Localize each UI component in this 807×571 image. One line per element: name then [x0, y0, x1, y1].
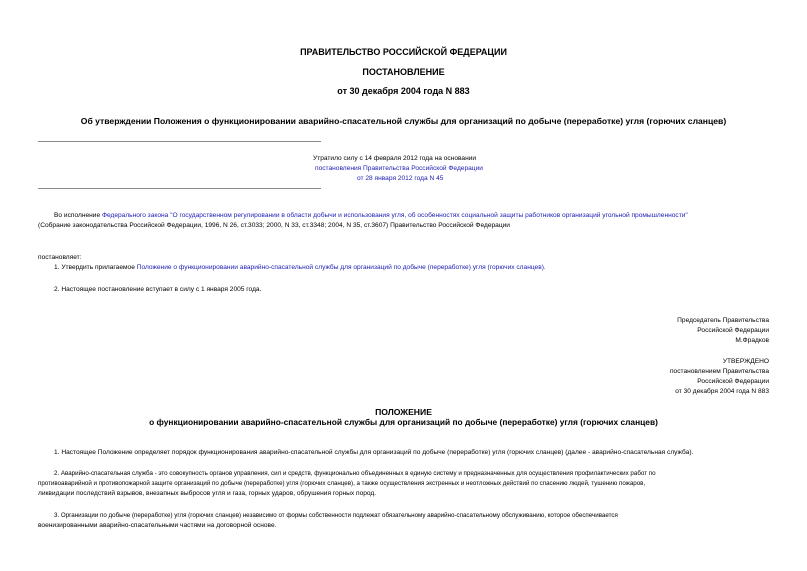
approved-by: постановлением Правительства	[669, 368, 769, 375]
doc-date-number: от 30 декабря 2004 года N 883	[337, 86, 470, 96]
regulation-link[interactable]: Положение о функционировании аварийно-спасательной службы для организаций по добыче (переработке) угля (горючих сланцев).	[136, 264, 546, 271]
doc-title: Об утверждении Положения о функционировании аварийно-спасательной службы для организаций по добыче (переработке) угля (горючих сланцев)	[80, 116, 727, 126]
regulation-heading: ПОЛОЖЕНИЕ	[375, 407, 432, 417]
approved-date: от 30 декабря 2004 года N 883	[675, 388, 769, 395]
regulation-paragraph-2-line1: 2. Аварийно-спасательная служба - это совокупность органов управления, сил и средств, функционально объединенных в единую систему и предназначенных для осуществления профилактических работ по	[54, 470, 656, 477]
preamble-line1	[54, 211, 688, 220]
regulation-subheading: о функционировании аварийно-спасательной службы для организаций по добыче (переработке) угля (горючих сланцев)	[149, 417, 658, 427]
item-1-prefix: 1. Утвердить прилагаемое	[54, 264, 137, 271]
signature-title: Председатель Правительства	[677, 317, 769, 324]
signature-name: М.Фрадков	[735, 337, 769, 344]
federal-law-link[interactable]: Федерального закона "О государственном регулировании в области добычи и использования угля, об особенностях социальной защиты работников организаций угольной промышленности"	[101, 212, 688, 219]
doc-type-heading: ПОСТАНОВЛЕНИЕ	[362, 67, 445, 77]
resolves-text: постановляет:	[38, 254, 82, 261]
regulation-paragraph-1: 1. Настоящее Положение определяет порядок функционирования аварийно-спасательной службы для организаций по добыче (переработке) угля (горючих сланцев) (далее - аварийно-спасательная служба).	[54, 449, 694, 456]
status-note-line1: Утратило силу с 14 февраля 2012 года на основании	[313, 155, 477, 162]
signature-org: Российской Федерации	[697, 327, 769, 334]
bottom-divider	[38, 188, 321, 189]
approved-org: Российской Федерации	[697, 378, 769, 385]
item-2: 2. Настоящее постановление вступает в силу с 1 января 2005 года.	[54, 286, 262, 293]
top-divider	[38, 141, 321, 142]
regulation-paragraph-3-line1: 3. Организации по добыче (переработке) угля (горючих сланцев) независимо от формы собственности подлежат обязательному аварийно-спасательному обслуживанию, которое обеспечивается	[54, 512, 618, 519]
regulation-paragraph-2-line3: ликвидации последствий взрывов, внезапных выбросов угля и газа, горных ударов, обрушения горных пород.	[38, 490, 377, 497]
status-note-link-date[interactable]: от 28 января 2012 года N 45	[357, 175, 444, 182]
preamble-prefix: Во исполнение	[54, 212, 102, 219]
preamble-line2: (Собрание законодательства Российской Федерации, 1996, N 26, ст.3033; 2000, N 33, ст.3348; 2004, N 35, ст.3607) Правительство Российской Федерации	[38, 222, 510, 229]
regulation-paragraph-3-line2: военизированными аварийно-спасательными частями на договорной основе.	[38, 522, 277, 529]
regulation-paragraph-2-line2: противоаварийной и противопожарной защите организаций по добыче (переработке) угля (горючих сланцев), а также осуществления экстренных и неотложных действий по спасению людей, тушению пожаров,	[38, 480, 646, 487]
approved-label: УТВЕРЖДЕНО	[722, 358, 769, 365]
government-heading: ПРАВИТЕЛЬСТВО РОССИЙСКОЙ ФЕДЕРАЦИИ	[300, 47, 507, 57]
status-note-link-resolution[interactable]: постановления Правительства Российской Федерации	[315, 165, 483, 172]
item-1	[54, 263, 546, 272]
